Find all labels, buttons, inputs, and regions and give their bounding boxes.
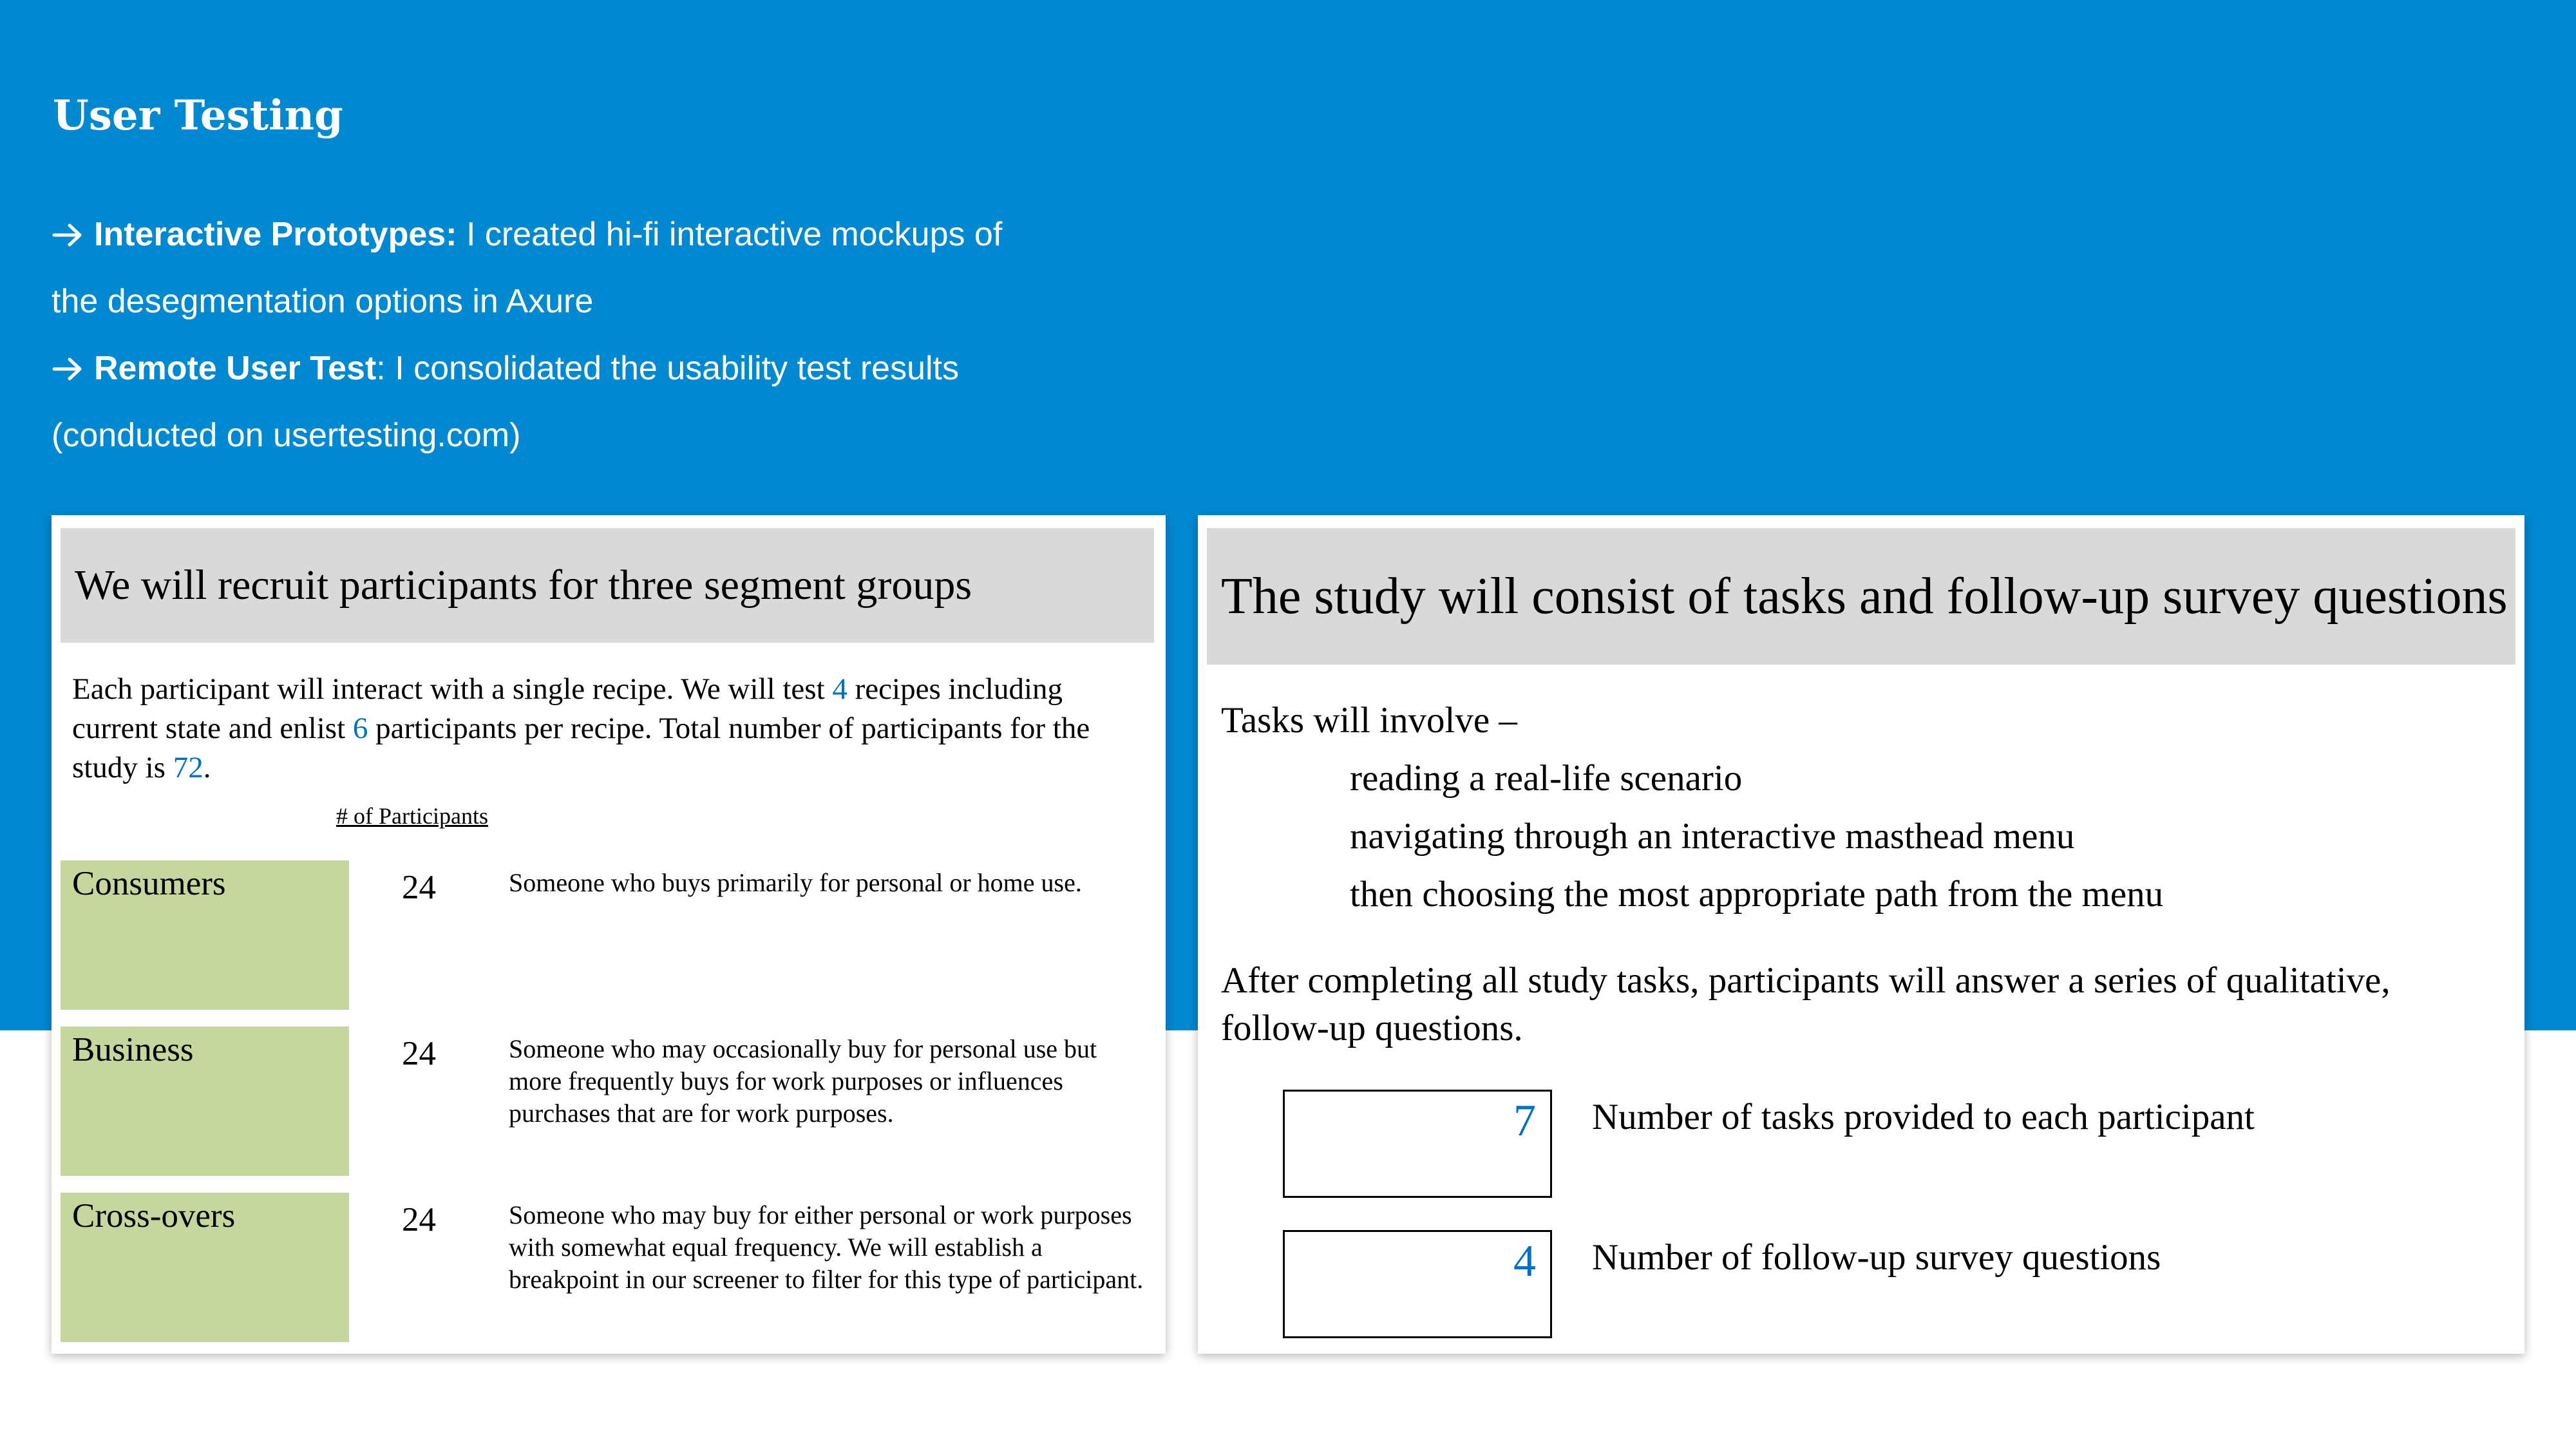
- segment-description: Someone who may occasionally buy for personal use but more frequently buys for work purposes or influences purchases that are for work purposes.: [509, 1034, 1097, 1128]
- page-title: User Testing: [53, 91, 343, 140]
- segment-description: Someone who buys primarily for personal or home use.: [509, 868, 1082, 897]
- segment-description: Someone who may buy for either personal or work purposes with somewhat equal frequency. We will establish a breakpoint in our screener to filter for this type of participant.: [509, 1200, 1144, 1294]
- segment-row: [61, 1193, 1155, 1342]
- segment-count: 24: [402, 869, 436, 906]
- questions-count-value: 4: [1513, 1236, 1536, 1286]
- task-item: reading a real-life scenario: [1350, 758, 1743, 799]
- study-heading: The study will consist of tasks and follow-up survey questions: [1207, 528, 2515, 665]
- questions-count-label: Number of follow-up survey questions: [1592, 1237, 2161, 1278]
- bullet-user-test: [52, 335, 1095, 402]
- segment-count: 24: [402, 1201, 436, 1238]
- intro-bullets: [52, 201, 1095, 469]
- para-text: participants per recipe. Total number of participants for the study is: [72, 712, 1090, 784]
- bullet-text-cont: the desegmentation options in Axure: [52, 283, 594, 320]
- segment-count: 24: [402, 1035, 436, 1072]
- segment-name: Consumers: [61, 860, 349, 1010]
- tasks-lead: Tasks will involve –: [1221, 700, 1517, 741]
- arrow-right-icon: [52, 222, 85, 248]
- bullet-title: Interactive Prototypes:: [94, 216, 457, 253]
- segment-row: [61, 1027, 1155, 1176]
- recruit-heading: We will recruit participants for three segment groups: [61, 528, 1154, 643]
- bullet-title: Remote User Test: [94, 350, 377, 387]
- segment-name: Business: [61, 1027, 349, 1176]
- after-tasks-text: After completing all study tasks, participants will answer a series of qualitative, follow-up questions.: [1221, 960, 2391, 1048]
- para-text: Each participant will interact with a single recipe. We will test: [72, 672, 833, 706]
- tasks-count-box: [1283, 1090, 1552, 1198]
- task-item: then choosing the most appropriate path from the menu: [1350, 874, 2164, 914]
- bullet-prototypes: [52, 201, 1095, 268]
- bullet-text: : I consolidated the usability test results: [376, 350, 959, 387]
- participants-per-recipe: 6: [352, 712, 368, 745]
- para-text: .: [203, 751, 211, 784]
- questions-count-box: [1283, 1230, 1552, 1338]
- study-card: [1198, 515, 2524, 1354]
- tasks-count-label: Number of tasks provided to each participant: [1592, 1097, 2255, 1137]
- task-item: navigating through an interactive masthead menu: [1350, 816, 2075, 857]
- tasks-count-value: 7: [1513, 1096, 1536, 1146]
- recruit-description: [72, 670, 1154, 788]
- segment-name: Cross-overs: [61, 1193, 349, 1342]
- recruit-card: [52, 515, 1166, 1354]
- recipes-count: 4: [832, 672, 848, 706]
- segment-row: [61, 860, 1155, 1010]
- para-text: recipes including current state and enlist: [72, 672, 1063, 745]
- total-participants: 72: [173, 751, 204, 784]
- bullet-text: I created hi-fi interactive mockups of: [457, 216, 1003, 253]
- participants-column-header: # of Participants: [336, 803, 488, 829]
- arrow-right-icon: [52, 356, 85, 382]
- bullet-text-cont: (conducted on usertesting.com): [52, 417, 521, 454]
